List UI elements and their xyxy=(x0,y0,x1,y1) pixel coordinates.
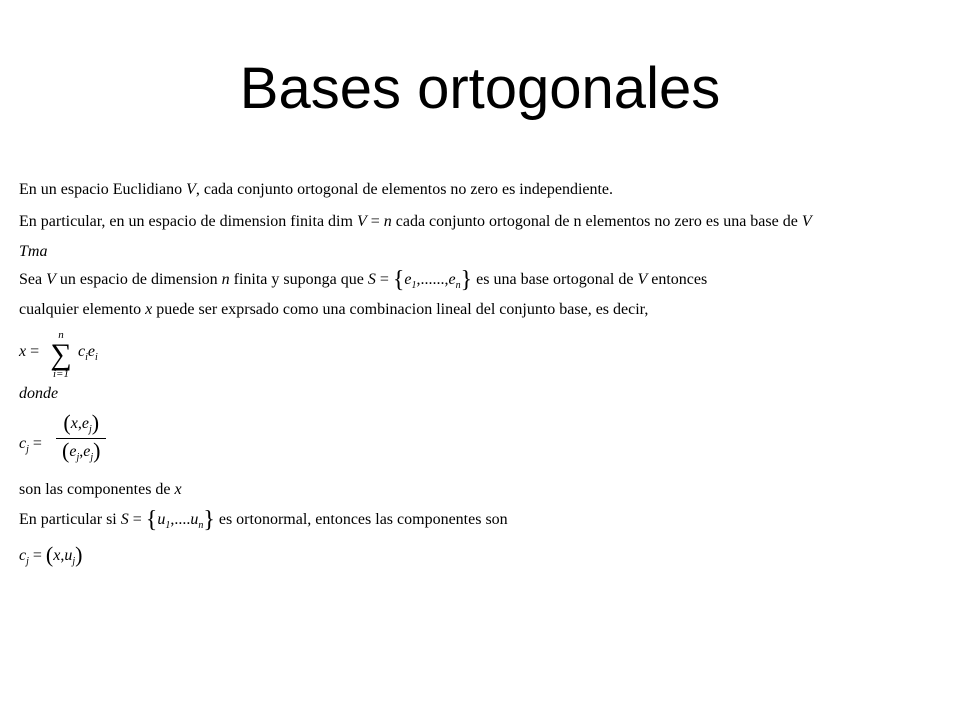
math-var: u xyxy=(157,511,166,528)
fraction-numerator xyxy=(56,412,106,437)
sum-lower-limit: i=1 xyxy=(53,368,69,380)
fraction xyxy=(56,412,106,465)
text: un espacio de dimension xyxy=(55,271,222,288)
math-var: c xyxy=(78,343,86,360)
math-subscript: n xyxy=(198,520,204,531)
summation xyxy=(46,330,76,380)
math-var: e xyxy=(69,443,77,460)
math-var: x xyxy=(70,415,78,432)
math-var: V xyxy=(46,271,56,288)
math-var: c xyxy=(19,547,27,564)
fraction-denominator xyxy=(56,440,106,465)
math-var: n xyxy=(383,213,392,230)
math-op: , xyxy=(77,415,82,432)
math-var: x xyxy=(174,481,182,498)
math-op: ,......, xyxy=(416,271,449,288)
text: son las componentes de xyxy=(19,481,175,498)
sum-upper-limit: n xyxy=(58,329,64,341)
math-var: V xyxy=(801,213,812,230)
math-paren: ( xyxy=(62,438,70,463)
math-op: = xyxy=(26,343,40,360)
math-var: e xyxy=(83,443,91,460)
math-op: = xyxy=(28,547,46,564)
equation-orthonormal-coefficient xyxy=(19,542,83,568)
slide-title: Bases ortogonales xyxy=(239,56,721,121)
text: En particular si xyxy=(19,511,121,528)
math-var: e xyxy=(81,415,89,432)
math-paren: ) xyxy=(75,542,83,567)
theorem-label: Tma xyxy=(19,243,48,260)
math-op: = xyxy=(28,435,42,452)
text: En un espacio Euclidiano xyxy=(19,181,187,198)
text: cualquier elemento xyxy=(19,301,146,318)
math-var: c xyxy=(19,435,27,452)
math-var: V xyxy=(186,181,196,198)
math-paren: ( xyxy=(63,410,71,435)
statement-linear-combination xyxy=(19,300,648,320)
statement-orthogonal-basis xyxy=(19,267,708,293)
equation-lhs xyxy=(19,434,42,456)
math-op: , xyxy=(79,443,84,460)
math-subscript: n xyxy=(455,280,461,291)
math-var: x xyxy=(145,301,153,318)
text: finita y suponga que xyxy=(229,271,368,288)
math-subscript: j xyxy=(72,556,76,567)
where-label: donde xyxy=(19,385,59,402)
math-paren: ) xyxy=(93,438,101,463)
text: entonces xyxy=(647,271,708,288)
statement-components xyxy=(19,480,182,500)
math-var: e xyxy=(404,271,412,288)
math-var: u xyxy=(190,511,199,528)
text: En particular, en un espacio de dimension finita dim xyxy=(19,213,357,230)
sum-symbol: ∑ xyxy=(50,338,72,371)
math-var: S xyxy=(367,271,376,288)
math-brace: { xyxy=(392,267,405,293)
math-paren: ) xyxy=(91,410,100,435)
math-var: u xyxy=(64,547,73,564)
math-brace: } xyxy=(203,507,215,533)
math-op: = xyxy=(375,271,393,288)
math-var: x xyxy=(53,547,61,564)
math-brace: } xyxy=(460,267,473,293)
math-subscript: i xyxy=(95,352,98,363)
math-var: V xyxy=(637,271,648,288)
math-var: S xyxy=(120,511,129,528)
math-var: n xyxy=(221,271,230,288)
text: Sea xyxy=(19,271,47,288)
math-subscript: j xyxy=(26,556,29,567)
statement-finite-dimension-basis xyxy=(19,212,812,232)
math-subscript: 1 xyxy=(411,280,417,291)
math-op: = xyxy=(128,511,146,528)
math-op: , xyxy=(60,547,65,564)
equation-rhs xyxy=(78,342,98,364)
math-var: V xyxy=(356,213,367,230)
text: es ortonormal, entonces las componentes son xyxy=(214,511,508,528)
math-var: e xyxy=(448,271,456,288)
math-var: e xyxy=(87,343,95,360)
statement-orthonormal xyxy=(19,507,508,533)
math-subscript: j xyxy=(26,444,29,455)
text: puede ser exprsado como una combinacion lineal del conjunto base, es decir, xyxy=(152,301,649,318)
math-subscript: j xyxy=(90,452,94,463)
math-subscript: i xyxy=(85,352,88,363)
text: cada conjunto ortogonal de n elementos no zero es una base de xyxy=(391,213,802,230)
math-paren: ( xyxy=(45,542,54,567)
text: , cada conjunto ortogonal de elementos no zero es independiente. xyxy=(195,181,614,198)
math-subscript: j xyxy=(76,452,80,463)
equation-lhs xyxy=(19,342,39,362)
statement-orthogonal-independent xyxy=(19,180,613,200)
math-brace: { xyxy=(145,507,158,533)
math-subscript: j xyxy=(88,424,92,435)
math-op: ,.... xyxy=(170,511,191,528)
math-subscript: 1 xyxy=(165,520,171,531)
math-op: = xyxy=(366,213,384,230)
math-var: x xyxy=(19,343,27,360)
text: es una base ortogonal de xyxy=(472,271,638,288)
